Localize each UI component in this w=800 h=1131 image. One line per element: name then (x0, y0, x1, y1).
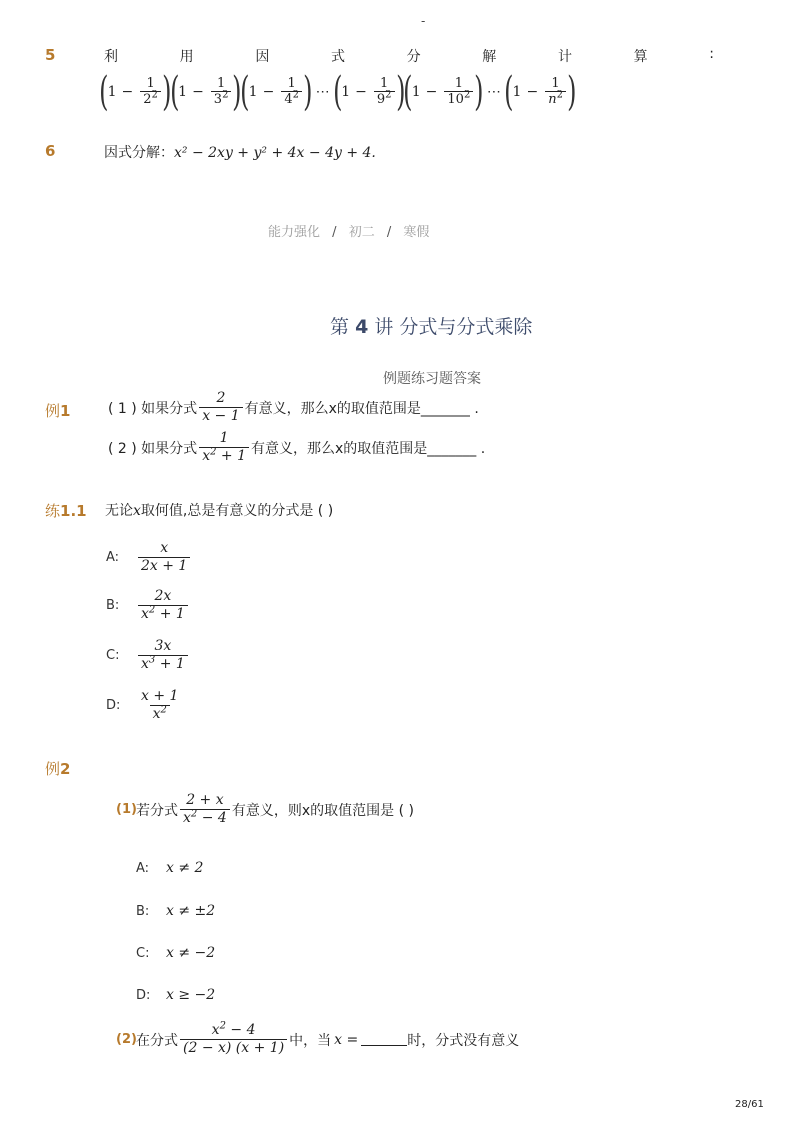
exponent: 2 (292, 89, 299, 101)
exponent: 2 (385, 89, 392, 101)
option-d[interactable]: D: $\frac{x + 1}{x^2}$ (106, 688, 183, 723)
denominator (211, 91, 232, 108)
question-number-5: 5 (45, 46, 56, 64)
lecture-suffix: 讲 分式与分式乘除 (374, 316, 533, 338)
breadcrumb-separator: / (332, 225, 337, 240)
text: ( 1 ) 如果分式 (108, 400, 198, 417)
question-5-label (104, 46, 714, 66)
fraction (374, 76, 395, 109)
breadcrumb-item: 能力强化 (268, 225, 321, 240)
example-1-part-1 (108, 390, 479, 425)
base: 10 (447, 92, 464, 108)
exponent: 2 (151, 89, 158, 101)
breadcrumb-item: 初二 (348, 225, 375, 240)
option-b[interactable]: B: $\frac{2x}{x^2 + 1}$ (106, 588, 190, 623)
example-1-label: 例1 (45, 402, 71, 420)
factor (504, 69, 577, 115)
fraction (281, 76, 302, 109)
fraction: $\frac{1}{x^2 + 1}$ (199, 430, 249, 465)
page-number: 28/61 (735, 1099, 764, 1110)
text: 有意义，那么x的取值范围是_______ . (244, 400, 479, 417)
denominator (374, 91, 395, 108)
fraction (211, 76, 232, 109)
numerator: 1 (551, 75, 560, 91)
option-d[interactable]: D: x ≥ −2 (136, 987, 216, 1003)
question-number-6: 6 (45, 142, 56, 160)
label-char: 式 (330, 49, 345, 65)
one: 1 (248, 84, 258, 100)
lecture-prefix: 第 (330, 316, 350, 338)
paren-close: ) (567, 69, 577, 115)
denominator (444, 91, 473, 108)
one: 1 (107, 84, 117, 100)
numerator: 1 (216, 75, 226, 91)
example-2-label: 例2 (45, 760, 71, 778)
base: n (548, 92, 557, 108)
denominator (140, 91, 161, 108)
option-a[interactable]: A: $\frac{x}{2x + 1}$ (106, 540, 192, 575)
factor (332, 69, 406, 115)
question-5-expression (100, 66, 576, 118)
factor (99, 69, 172, 115)
subtitle: 例题练习题答案 (383, 371, 481, 387)
breadcrumb-item: 寒假 (403, 225, 430, 240)
numerator: 1 (287, 75, 296, 91)
denominator (281, 91, 302, 108)
label-char: 利 (104, 49, 118, 65)
breadcrumb-separator: / (386, 225, 392, 240)
fraction (444, 76, 473, 109)
label-char: 解 (482, 49, 497, 65)
label-char: 算 (633, 49, 648, 65)
lecture-number: 4 (355, 316, 369, 338)
option-b[interactable]: B: x ≠ ±2 (136, 903, 216, 919)
option-d-fraction: $\frac{x + 1}{x^2}$ (141, 688, 179, 722)
minus: − (526, 84, 539, 100)
paren-open: ( (504, 69, 514, 115)
fraction: $\frac{2}{x - 1}$ (199, 390, 242, 425)
label-char: 分 (406, 49, 421, 65)
text: ( 2 ) 如果分式 (108, 440, 198, 457)
base: 9 (376, 92, 386, 108)
one: 1 (411, 84, 421, 100)
option-b-fraction: $\frac{2x}{x^2 + 1}$ (138, 588, 188, 623)
one: 1 (178, 84, 188, 100)
question-6-expression: x² − 2xy + y² + 4x − 4y + 4. (174, 145, 376, 161)
question-6-prefix: 因式分解： (104, 145, 174, 161)
base: 4 (284, 92, 293, 108)
exponent: 2 (222, 89, 229, 101)
lecture-title (330, 312, 532, 339)
paren-open: ( (99, 69, 109, 115)
factor (169, 69, 242, 115)
label-char: : (709, 46, 714, 62)
exponent: 2 (463, 89, 471, 101)
paren-open: ( (169, 69, 180, 115)
factor (240, 69, 313, 115)
paren-close: ) (395, 69, 406, 115)
one: 1 (512, 84, 522, 100)
option-c[interactable]: C: $\frac{3x}{x^3 + 1}$ (106, 638, 190, 673)
ellipsis: ⋯ (486, 84, 501, 100)
minus: − (192, 84, 204, 100)
practice-1-1-stem: 无论x取何值,总是有意义的分式是 ( ) (105, 503, 334, 519)
denominator (545, 91, 566, 108)
example-2-part-2-tag: (2) (116, 1032, 137, 1047)
ellipsis: ⋯ (315, 84, 330, 100)
option-a[interactable]: A: x ≠ 2 (136, 860, 204, 876)
fraction (140, 76, 161, 109)
example-2-part-1: 若分式 $\frac{2 + x}{x^2 - 4}$ 有意义，则x的取值范围是 ( ) (136, 792, 414, 826)
breadcrumb (268, 221, 429, 240)
factor (403, 69, 484, 115)
label-char: 计 (557, 49, 572, 65)
top-mark: - (421, 14, 426, 28)
numerator: 1 (380, 75, 389, 91)
base: 2 (143, 92, 152, 108)
text: 有意义，那么x的取值范围是_______ . (251, 440, 486, 457)
one: 1 (341, 84, 351, 100)
option-c[interactable]: C: x ≠ −2 (136, 945, 216, 961)
numerator: 1 (454, 75, 463, 91)
paren-open: ( (332, 69, 343, 115)
example-2-part-1-tag: (1) (116, 802, 137, 817)
numerator: 1 (146, 75, 155, 91)
paren-open: ( (403, 69, 413, 115)
fraction: $\frac{x^2 - 4}{(2 - x) (x + 1)}$ (180, 1022, 287, 1057)
minus: − (425, 84, 438, 100)
example-1-part-2 (108, 430, 485, 465)
fraction: $\frac{2 + x}{x^2 - 4}$ (180, 792, 230, 827)
paren-close: ) (303, 69, 313, 115)
minus: − (262, 84, 275, 100)
practice-1-1-label: 练1.1 (45, 502, 87, 520)
paren-close: ) (232, 69, 242, 115)
option-c-fraction: $\frac{3x}{x^3 + 1}$ (138, 638, 188, 673)
minus: − (121, 84, 134, 100)
paren-close: ) (162, 69, 172, 115)
paren-close: ) (474, 69, 484, 115)
exponent: 2 (556, 89, 563, 101)
answer-blank[interactable] (361, 1033, 407, 1046)
base: 3 (213, 92, 223, 108)
example-2-part-2: 在分式 $\frac{x^2 - 4}{(2 - x) (x + 1)}$ 中，当 x = 时，分式没有意义 (136, 1020, 520, 1056)
label-char: 用 (179, 49, 194, 65)
minus: − (355, 84, 367, 100)
option-a-fraction: $\frac{x}{2x + 1}$ (138, 540, 190, 575)
fraction (545, 76, 566, 109)
question-6-text (104, 142, 376, 162)
label-char: 因 (255, 49, 270, 65)
paren-open: ( (240, 69, 250, 115)
